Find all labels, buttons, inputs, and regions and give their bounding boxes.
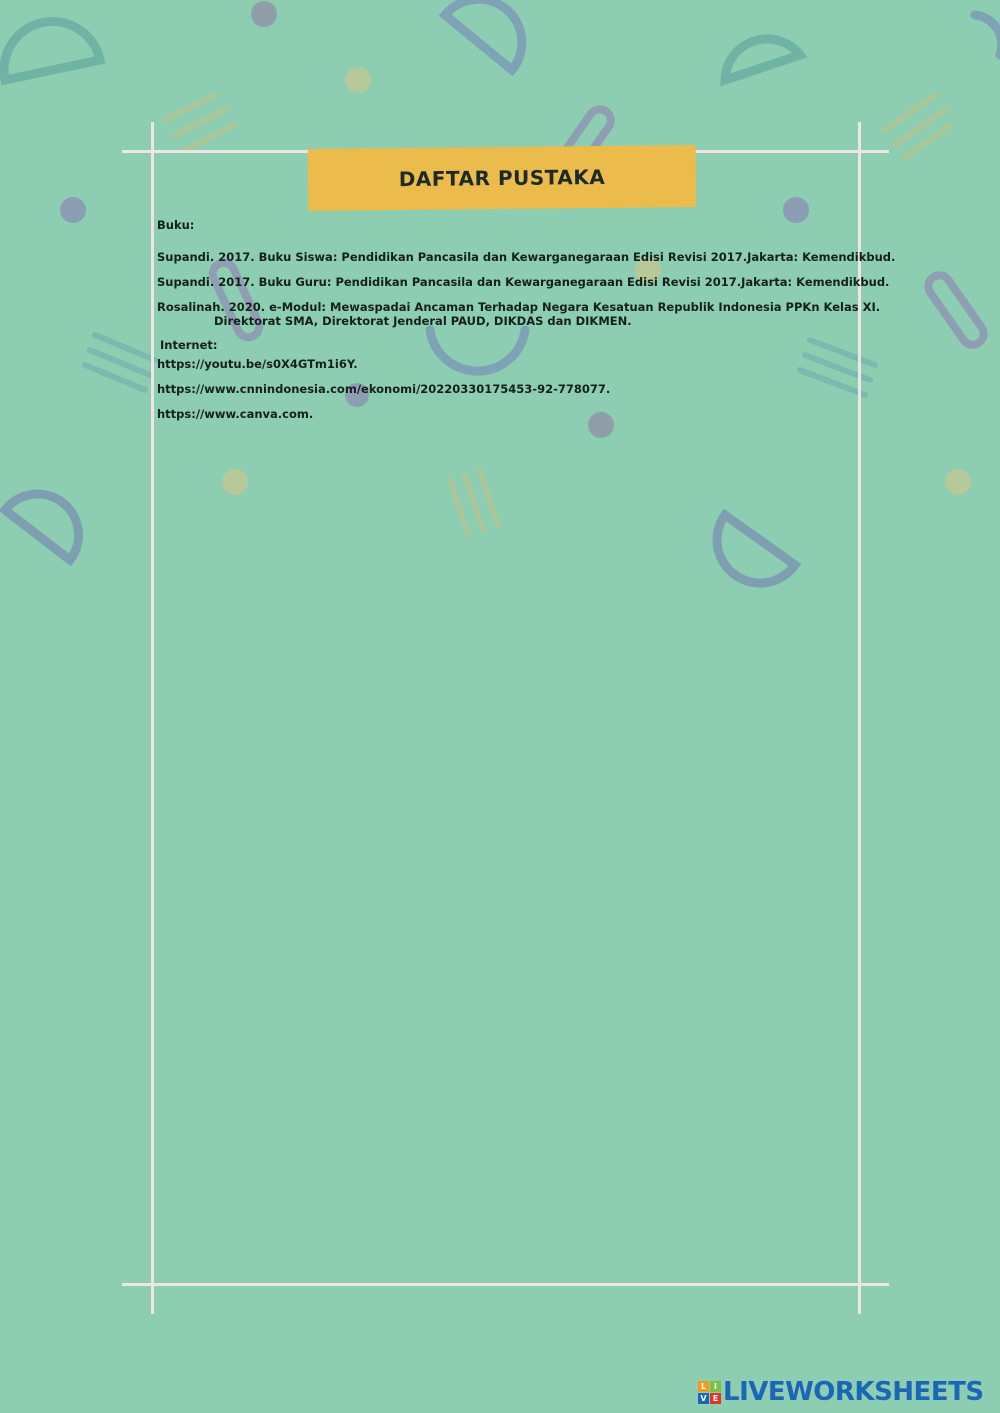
internet-link[interactable]: https://www.canva.com. [157, 407, 314, 421]
logo-text: LIVEWORKSHEETS [723, 1377, 984, 1407]
module-reference-line1: Rosalinah. 2020. e-Modul: Mewaspadai Ancaman Terhadap Negara Kesatuan Republik Indonesia PPKn Kelas XI. [157, 300, 881, 314]
liveworksheets-logo[interactable] [698, 1377, 984, 1407]
frame-left-line [151, 122, 154, 1314]
book-reference: Supandi. 2017. Buku Guru: Pendidikan Pancasila dan Kewarganegaraan Edisi Revisi 2017.Jakarta: Kemendikbud. [157, 275, 890, 289]
module-reference [157, 300, 880, 328]
books-heading: Buku: [157, 218, 195, 232]
logo-mark-icon: L I V E [698, 1381, 721, 1404]
page-title: DAFTAR PUSTAKA [398, 164, 606, 192]
internet-link[interactable]: https://www.cnnindonesia.com/ekonomi/20220330175453-92-778077. [157, 382, 611, 396]
title-banner [308, 145, 697, 211]
internet-link[interactable]: https://youtu.be/s0X4GTm1i6Y. [157, 357, 358, 371]
frame-bottom-line [122, 1283, 889, 1286]
internet-heading: Internet: [160, 338, 218, 352]
book-reference: Supandi. 2017. Buku Siswa: Pendidikan Pancasila dan Kewarganegaraan Edisi Revisi 2017.Jakarta: Kemendikbud. [157, 250, 896, 264]
module-reference-line2: Direktorat SMA, Direktorat Jenderal PAUD, DIKDAS dan DIKMEN. [214, 314, 632, 328]
